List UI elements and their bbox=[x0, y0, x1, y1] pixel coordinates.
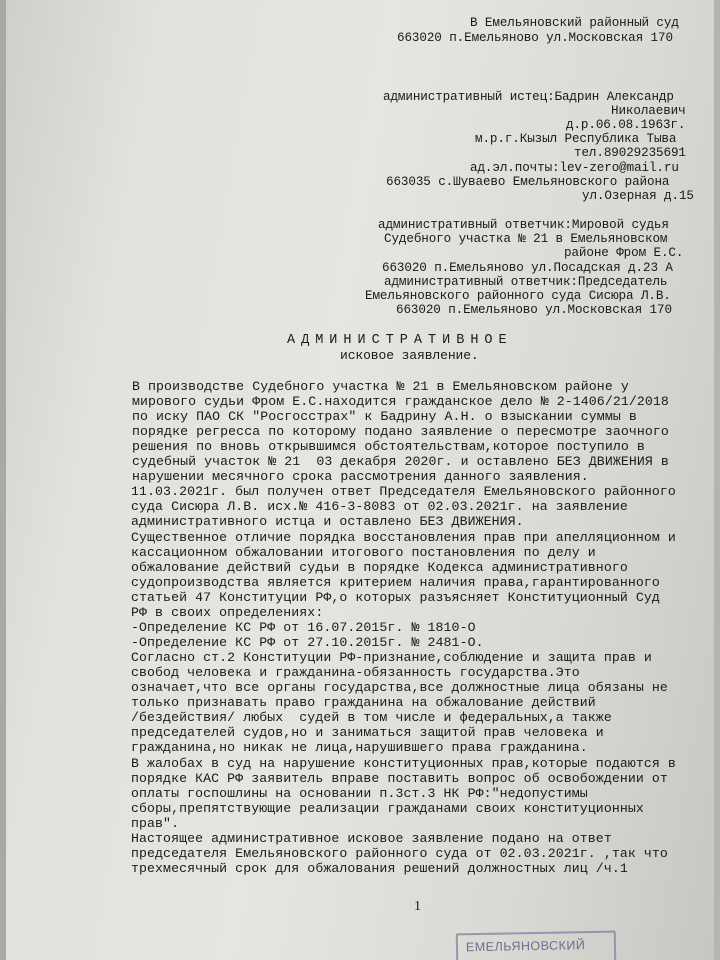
body-line: председателей судов,но и заниматься защитой прав человека и bbox=[131, 725, 604, 740]
header-court: В Емельяновский районный суд bbox=[470, 16, 679, 30]
body-line: решения по вновь открывшимся обстоятельствам,которое поступило в bbox=[132, 439, 645, 454]
body-line: оплаты госпошлины на основании п.3ст.3 НК РФ:"недопустимы bbox=[131, 786, 588, 801]
body-line: обжалование действий судьи в порядке Кодекса административного bbox=[131, 560, 628, 575]
body-line: статьей 47 Конституции РФ,о которых разъясняет Конституционный Суд bbox=[131, 590, 660, 605]
header-defendant1-role: административный ответчик:Мировой судья bbox=[378, 218, 669, 232]
header-plaintiff-birthdate: д.р.06.08.1963г. bbox=[566, 118, 686, 132]
body-line: 11.03.2021г. был получен ответ Председателя Емельяновского районного bbox=[131, 484, 676, 499]
body-line: мирового судьи Фром Е.С.находится гражданское дело № 2-1406/21/2018 bbox=[132, 394, 669, 409]
body-line: порядке КАС РФ заявитель вправе поставить вопрос об освобождении от bbox=[131, 771, 668, 786]
body-line: прав". bbox=[131, 816, 180, 831]
header-defendant2-name: Емельяновского районного суда Сисюра Л.В. bbox=[365, 289, 671, 303]
header-defendant2-address: 663020 п.Емельяново ул.Московская 170 bbox=[396, 303, 672, 317]
page-right-edge-shadow bbox=[714, 0, 720, 960]
header-plaintiff-street: ул.Озерная д.15 bbox=[582, 189, 694, 203]
body-line: кассационном обжаловании итогового постановления по делу и bbox=[131, 545, 596, 560]
document-subtitle: исковое заявление. bbox=[340, 348, 479, 363]
header-court-address: 663020 п.Емельяново ул.Московская 170 bbox=[397, 31, 673, 45]
body-line: означает,что все органы государства,все должностные лица обязаны не bbox=[131, 680, 668, 695]
header-plaintiff-address: 663035 с.Шуваево Емельяновского района bbox=[386, 175, 670, 189]
body-line: административного истца и оставлено БЕЗ ДВИЖЕНИЯ. bbox=[131, 514, 524, 529]
body-line: гражданина,но никак не лица,нарушившего права гражданина. bbox=[131, 740, 588, 755]
body-line: судопроизводства является критерием наличия права,гарантированного bbox=[131, 575, 660, 590]
body-line: Настоящее административное исковое заявление подано на ответ bbox=[131, 831, 612, 846]
body-line: судебный участок № 21 03 декабря 2020г. и оставлено БЕЗ ДВИЖЕНИЯ в bbox=[132, 454, 669, 469]
body-line: Согласно ст.2 Конституции РФ-признание,соблюдение и защита прав и bbox=[131, 650, 652, 665]
body-line: В жалобах в суд на нарушение конституционных прав,которые подаются в bbox=[131, 756, 676, 771]
body-line: свобод человека и гражданина-обязанность государства.Это bbox=[131, 665, 580, 680]
body-line: трехмесячный срок для обжалования решений должностных лиц /ч.1 bbox=[131, 861, 628, 876]
header-plaintiff-birthplace: м.р.г.Кызыл Республика Тыва bbox=[475, 132, 677, 146]
header-defendant1-name: районе Фром Е.С. bbox=[564, 246, 684, 260]
header-defendant1-address: 663020 п.Емельяново ул.Посадская д.23 А bbox=[382, 261, 673, 275]
header-plaintiff-email: ад.эл.почты:lev-zero@mail.ru bbox=[470, 161, 679, 175]
court-stamp-text: ЕМЕЛЬЯНОВСКИЙ bbox=[465, 938, 586, 955]
body-line: В производстве Судебного участка № 21 в Емельяновском районе у bbox=[132, 379, 629, 394]
header-defendant1-court: Судебного участка № 21 в Емельяновском bbox=[384, 232, 668, 246]
court-stamp bbox=[456, 931, 617, 960]
header-plaintiff-phone: тел.89029235691 bbox=[574, 146, 686, 160]
body-line: председателя Емельяновского районного суда от 02.03.2021г. ,так что bbox=[131, 846, 668, 861]
header-defendant2-role: административный ответчик:Председатель bbox=[384, 275, 668, 289]
body-line: по иску ПАО СК "Росгосстрах" к Бадрину А.Н. о взыскании суммы в bbox=[132, 409, 637, 424]
header-plaintiff-patronymic: Николаевич bbox=[611, 104, 686, 118]
body-line: РФ в своих определениях: bbox=[131, 605, 324, 620]
body-line: порядке регресса по которому подано заявление о пересмотре заочного bbox=[132, 424, 669, 439]
body-line: суда Сисюра Л.В. исх.№ 416-3-8083 от 02.03.2021г. на заявление bbox=[131, 499, 628, 514]
header-plaintiff-name: административный истец:Бадрин Александр bbox=[383, 90, 674, 104]
body-line: только признавать право гражданина на обжалование действий bbox=[131, 695, 596, 710]
document-title: АДМИНИСТРАТИВНОЕ bbox=[287, 333, 513, 348]
body-line: сборы,препятствующие реализации гражданами своих конституционных bbox=[131, 801, 644, 816]
body-line: /бездействия/ любых судей в том числе и федеральных,а также bbox=[131, 710, 612, 725]
page-number: 1 bbox=[414, 899, 421, 914]
body-line: нарушении месячного срока рассмотрения данного заявления. bbox=[132, 469, 589, 484]
body-line: -Определение КС РФ от 16.07.2015г. № 1810-О bbox=[131, 620, 476, 635]
body-line: Существенное отличие порядка восстановления прав при апелляционном и bbox=[131, 530, 676, 545]
page-left-edge-shadow bbox=[0, 0, 6, 960]
body-line: -Определение КС РФ от 27.10.2015г. № 2481-О. bbox=[131, 635, 484, 650]
